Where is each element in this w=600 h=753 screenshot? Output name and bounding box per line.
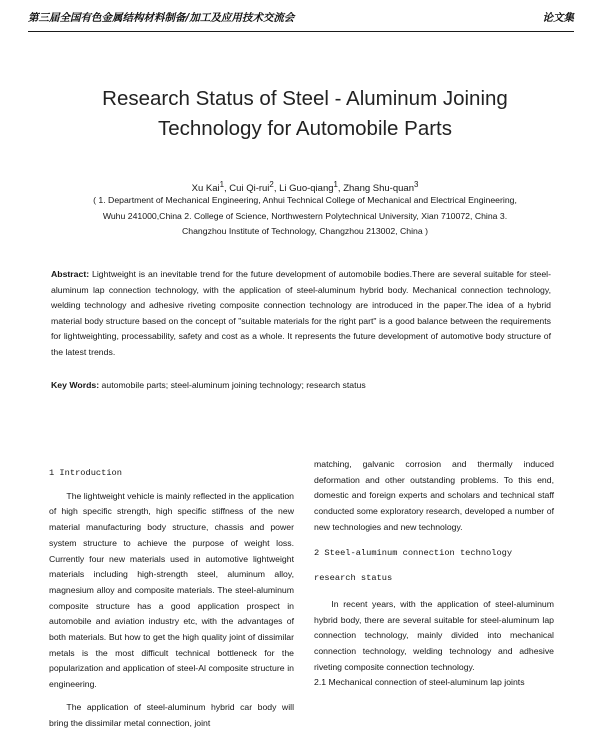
title-line-2: Technology for Automobile Parts <box>158 117 452 140</box>
author-3: Li Guo-qiang <box>279 183 334 195</box>
keywords-text: automobile parts; steel-aluminum joining technology; research status <box>99 380 366 390</box>
paper-title <box>40 84 570 144</box>
section-2-paragraph-1: In recent years, with the application of steel-aluminum hybrid body, there are several suitable for steel-aluminum lap connection technology, mainly divided into mechanical connection technology, welding technology and adhesive riveting composite connection technology. <box>314 598 554 672</box>
section-2-1-heading: 2.1 Mechanical connection of steel-aluminum lap joints <box>314 677 525 688</box>
affiliation-line-3: Changzhou Institute of Technology, Changzhou 213002, China ) <box>182 226 428 236</box>
section-2-heading-line-2: research status <box>314 573 393 584</box>
affiliation-line-2: Wuhu 241000,China 2. College of Science, Northwestern Polytechnical University, Xian 710072, China 3. <box>102 210 508 221</box>
author-4: Zhang Shu-quan <box>343 183 414 195</box>
author-4-affil: 3 <box>413 180 419 189</box>
abstract-label: Abstract: <box>51 269 90 279</box>
author-list: Xu Kai$^1$, Cui Qi-rui$^2$, Li Guo-qiang$^1$, Zhang Shu-quan$^3$ <box>191 180 419 195</box>
keywords-label: Key Words: <box>51 380 100 390</box>
left-column <box>49 466 294 731</box>
author-1: Xu Kai <box>191 183 220 195</box>
author-3-affil: 1 <box>333 180 338 189</box>
affiliations <box>40 193 570 240</box>
running-header <box>28 7 574 32</box>
section-1-paragraph-1: The lightweight vehicle is mainly reflected in the application of high specific strength, high specific stiffness of the new material manufacturing body structure, chassis and power system structure to achieve the purpose of weight loss. Currently four new materials used in automotive lightweight materials including high-strength steel, aluminum alloy, magnesium alloy and composite materials. The steel-aluminum composite structure has a good application prospect in automobile and aviation industry etc, with the advantages of both materials. But how to get the high quality joint of dissimilar metals is the most difficult technical bottleneck for the popularization and application of steel-Al composite structure in engineering. <box>49 490 294 690</box>
section-2-heading-line-1: 2 Steel-aluminum connection technology <box>314 547 513 558</box>
keywords <box>51 378 551 394</box>
section-1-paragraph-2: The application of steel-aluminum hybrid car body will bring the dissimilar metal connection, joint <box>49 701 294 728</box>
section-1-heading: 1 Introduction <box>49 468 122 478</box>
abstract-text: Lightweight is an inevitable trend for the future development of automobile bodies.There are several suitable for steel-aluminum lap connection technology, with the application of steel-aluminum hybrid body. Mechanical connection technology, welding technology and adhesive riveting composite connection technology are introduced in the paper.The idea of a hybrid material body structure based on the concept of "suitable materials for the right part" is a good balance between the requirements for lightweighting, processability, safety and cost as a whole. It represents the future development of automotive body structure of the latest trends. <box>51 269 551 357</box>
author-1-affil: 1 <box>219 180 225 189</box>
abstract <box>51 267 551 361</box>
author-2: Cui Qi-rui <box>229 183 270 195</box>
section-name: 论文集 <box>542 12 574 24</box>
affiliation-line-1: ( 1. Department of Mechanical Engineering, Anhui Technical College of Mechanical and Electrical Engineering, <box>93 195 517 205</box>
author-2-affil: 2 <box>269 180 274 189</box>
right-column <box>314 457 554 691</box>
section-1-continuation: matching, galvanic corrosion and thermally induced deformation and other outstanding problems. To this end, domestic and foreign experts and scholars and technical staff conducted some exploratory research, developed a number of new technologies and new technology. <box>314 459 554 532</box>
conference-name: 第三届全国有色金属结构材料制备/加工及应用技术交流会 <box>28 12 295 24</box>
title-line-1: Research Status of Steel - Aluminum Joining <box>102 87 508 110</box>
